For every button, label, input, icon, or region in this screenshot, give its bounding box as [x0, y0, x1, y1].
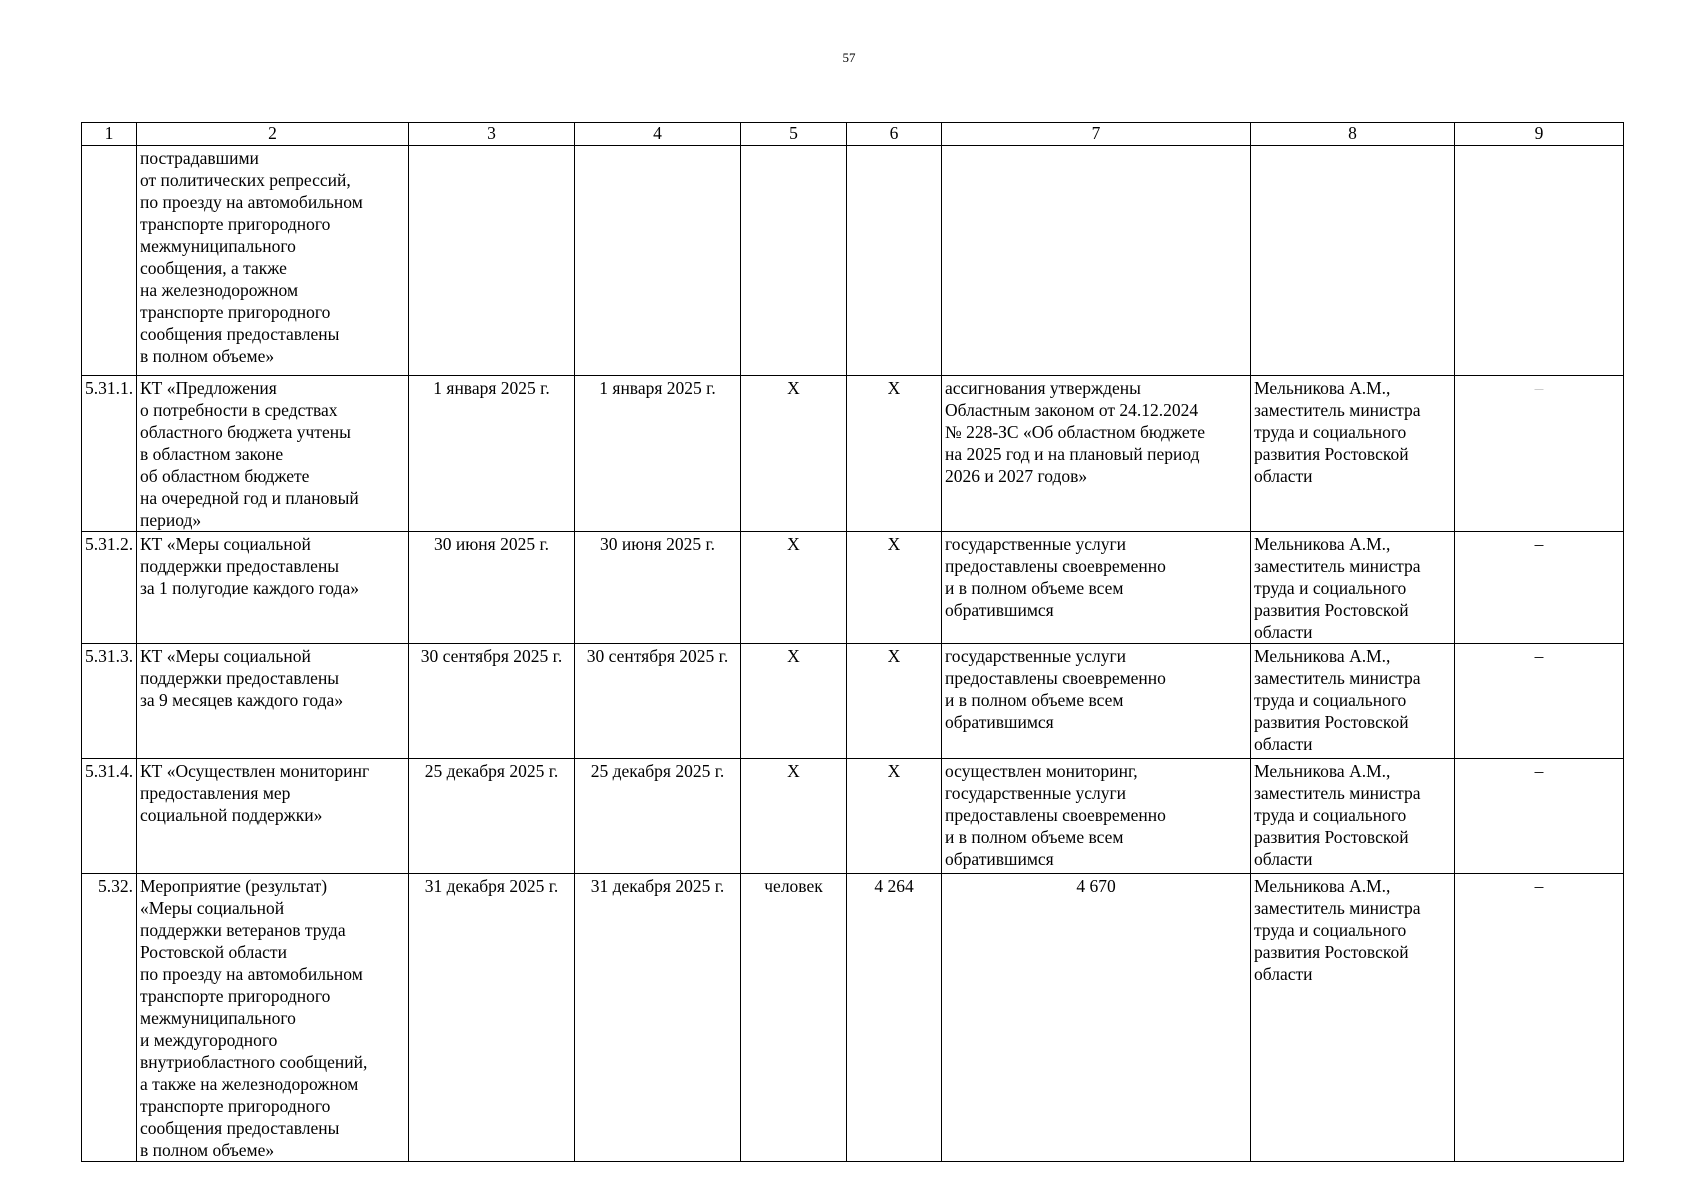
row-responsible: Мельникова А.М., заместитель министра труда и социального развития Ростовской области	[1251, 759, 1455, 874]
row-note: –	[1455, 532, 1624, 644]
row-base-value: 4 264	[847, 874, 942, 1162]
row-note: –	[1455, 376, 1624, 532]
column-header-4: 4	[575, 123, 741, 146]
column-header-8: 8	[1251, 123, 1455, 146]
row-number: 5.31.1.	[82, 376, 137, 532]
row-result: государственные услуги предоставлены своевременно и в полном объеме всем обратившимся	[942, 644, 1251, 759]
row-responsible: Мельникова А.М., заместитель министра труда и социального развития Ростовской области	[1251, 376, 1455, 532]
table-row	[82, 874, 1624, 1162]
row-end-date: 30 июня 2025 г.	[575, 532, 741, 644]
row-name: КТ «Осуществлен мониторинг предоставления мер социальной поддержки»	[137, 759, 409, 874]
row-result: государственные услуги предоставлены своевременно и в полном объеме всем обратившимся	[942, 532, 1251, 644]
row-note: –	[1455, 759, 1624, 874]
row-note: –	[1455, 874, 1624, 1162]
table-row	[82, 759, 1624, 874]
table-row	[82, 644, 1624, 759]
row-responsible: Мельникова А.М., заместитель министра труда и социального развития Ростовской области	[1251, 644, 1455, 759]
row-unit: X	[741, 759, 847, 874]
table-row	[82, 532, 1624, 644]
plan-table	[81, 122, 1624, 1162]
row-unit: человек	[741, 874, 847, 1162]
row-name: КТ «Меры социальной поддержки предоставлены за 1 полугодие каждого года»	[137, 532, 409, 644]
row-start-date: 30 июня 2025 г.	[409, 532, 575, 644]
row-responsible	[1251, 146, 1455, 376]
row-start-date: 30 сентября 2025 г.	[409, 644, 575, 759]
row-number: 5.32.	[82, 874, 137, 1162]
row-end-date: 1 января 2025 г.	[575, 376, 741, 532]
column-header-7: 7	[942, 123, 1251, 146]
row-name: Мероприятие (результат) «Меры социальной поддержки ветеранов труда Ростовской области по проезду на автомобильном транспорте пригородного межмуниципального и междугородного внутриобластного сообщений, а также на железнодорожном транспорте пригородного сообщения предоставлены в полном объеме»	[137, 874, 409, 1162]
column-header-6: 6	[847, 123, 942, 146]
row-result: осуществлен мониторинг, государственные услуги предоставлены своевременно и в полном объеме всем обратившимся	[942, 759, 1251, 874]
row-end-date: 30 сентября 2025 г.	[575, 644, 741, 759]
row-note: –	[1455, 644, 1624, 759]
row-note	[1455, 146, 1624, 376]
row-start-date	[409, 146, 575, 376]
row-base-value: X	[847, 376, 942, 532]
row-unit: X	[741, 376, 847, 532]
row-number	[82, 146, 137, 376]
row-end-date: 31 декабря 2025 г.	[575, 874, 741, 1162]
row-unit: X	[741, 644, 847, 759]
row-base-value: X	[847, 532, 942, 644]
column-header-3: 3	[409, 123, 575, 146]
row-start-date: 25 декабря 2025 г.	[409, 759, 575, 874]
row-base-value: X	[847, 759, 942, 874]
row-number: 5.31.4.	[82, 759, 137, 874]
table-row	[82, 146, 1624, 376]
row-result	[942, 146, 1251, 376]
column-header-2: 2	[137, 123, 409, 146]
row-end-date: 25 декабря 2025 г.	[575, 759, 741, 874]
column-header-9: 9	[1455, 123, 1624, 146]
page-number: 57	[842, 50, 856, 65]
row-unit	[741, 146, 847, 376]
row-result: ассигнования утверждены Областным законом от 24.12.2024 № 228-ЗС «Об областном бюджете на 2025 год и на плановый период 2026 и 2027 годов»	[942, 376, 1251, 532]
table-header-row	[82, 123, 1624, 146]
row-base-value: X	[847, 644, 942, 759]
row-number: 5.31.2.	[82, 532, 137, 644]
table-row	[82, 376, 1624, 532]
row-responsible: Мельникова А.М., заместитель министра труда и социального развития Ростовской области	[1251, 532, 1455, 644]
column-header-1: 1	[82, 123, 137, 146]
row-start-date: 31 декабря 2025 г.	[409, 874, 575, 1162]
row-name: КТ «Меры социальной поддержки предоставлены за 9 месяцев каждого года»	[137, 644, 409, 759]
row-start-date: 1 января 2025 г.	[409, 376, 575, 532]
row-end-date	[575, 146, 741, 376]
row-responsible: Мельникова А.М., заместитель министра труда и социального развития Ростовской области	[1251, 874, 1455, 1162]
row-number: 5.31.3.	[82, 644, 137, 759]
row-result: 4 670	[942, 874, 1251, 1162]
row-unit: X	[741, 532, 847, 644]
row-name: пострадавшими от политических репрессий, по проезду на автомобильном транспорте пригородного межмуниципального сообщения, а также на железнодорожном транспорте пригородного сообщения предоставлены в полном объеме»	[137, 146, 409, 376]
row-base-value	[847, 146, 942, 376]
column-header-5: 5	[741, 123, 847, 146]
row-name: КТ «Предложения о потребности в средствах областного бюджета учтены в областном законе об областном бюджете на очередной год и плановый период»	[137, 376, 409, 532]
